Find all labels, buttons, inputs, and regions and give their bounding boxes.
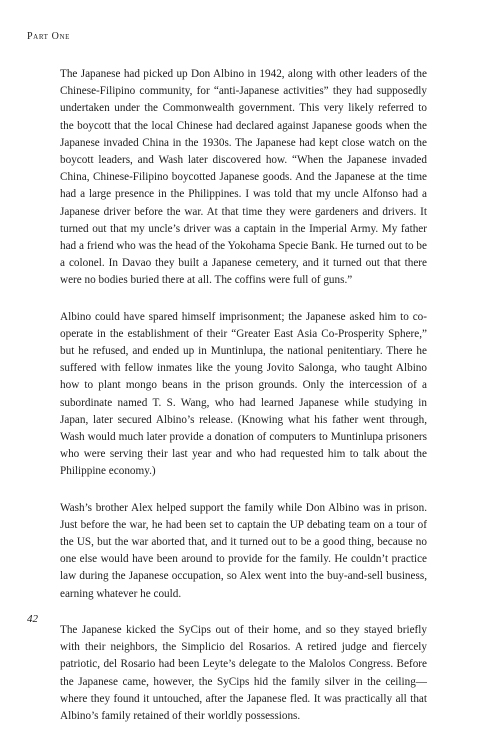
paragraph: The Japanese had picked up Don Albino in 1942, along with other leaders of the Chinese-Filipino community, for “anti-Japanese activities” they had supposedly undertaken under the Commonwealth government. This very likely referred to the boycott that the local Chinese had declared against Japanese goods when the Japanese invaded China in the 1930s. The Japanese had kept close watch on the boycott leaders, and Wash later discovered how. “When the Japanese invaded China, Chinese-Filipino boycotted Japanese goods. And the Japanese at the time had a large presence in the Philippines. I was told that my uncle Alfonso had a Japanese driver before the war. At that time they were gardeners and drivers. It turned out that my uncle’s driver was a captain in the Imperial Army. My father had a friend who was the head of the Yokohama Specie Bank. He turned out to be a colonel. In Davao they built a Japanese cemetery, and it turned out that there were no bodies buried there at all. The coffins were full of guns.” — [60, 68, 427, 287]
paragraph: The Japanese kicked the SyCips out of their home, and so they stayed briefly with their neighbors, the Simplicio del Rosarios. A retired judge and fiercely patriotic, del Rosario had been Leyte’s delegate to the Malolos Congress. Before the Japanese came, however, the SyCips hid the family silver in the ceiling—where they found it untouched, after the Japanese fled. It was practically all that Albino’s family retained of their worldly possessions. — [60, 623, 427, 722]
page-number: 42 — [27, 613, 38, 625]
paragraph: Albino could have spared himself imprisonment; the Japanese asked him to co-operate in the establishment of their “Greater East Asia Co-Prosperity Sphere,” but he refused, and ended up in Muntinlupa, the national penitentiary. There he suffered with fellow inmates like the young Jovito Salonga, who taught Albino how to plant mongo beans in the prison grounds. Only the intercession of a subordinate named T. S. Wang, who had learned Japanese while studying in Japan, later secured Albino’s release. (Knowing what his father went through, Wash would much later provide a donation of computers to Muntinlupa prisoners who were serving their last year and who had requested him to talk about the Philippine economy.) — [60, 310, 427, 478]
paragraph: Wash’s brother Alex helped support the family while Don Albino was in prison. Just before the war, he had been set to captain the UP debating team on a tour of the US, but the war aborted that, and it turned out to be a good thing, because no one else would have been around to provide for the family. He couldn’t practice law during the Japanese occupation, so Alex went into the buy-and-sell business, earning whatever he could. — [60, 501, 427, 600]
running-head: Part One — [27, 31, 70, 42]
body-text — [60, 66, 427, 744]
